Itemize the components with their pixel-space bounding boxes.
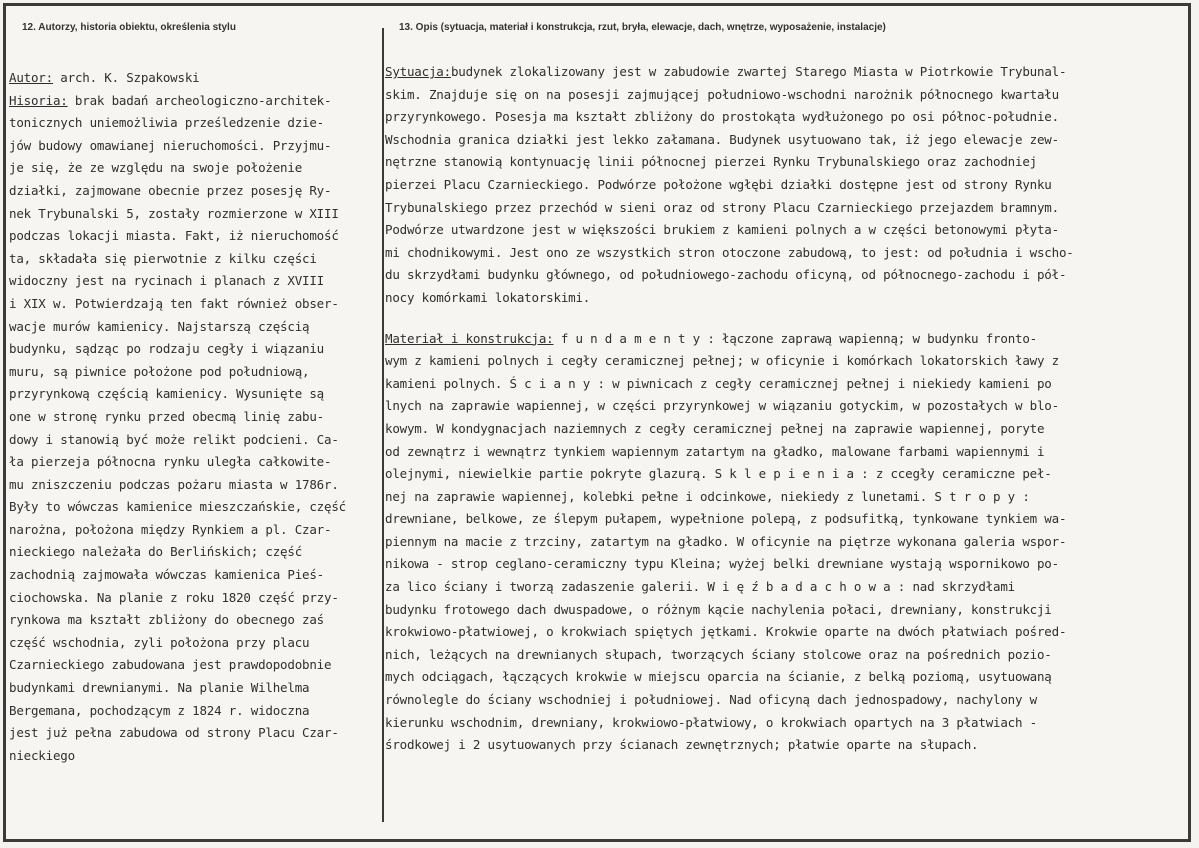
material-text-line: nikowa - strop ceglano-ceramiczny typu Kleina; wyżej belki drewniane wystają wspornikowo po- (385, 556, 1059, 572)
situation-text-line: nocy komórkami lokatorskimi. (385, 289, 591, 305)
history-text-line: Były to wówczas kamienice mieszczańskie, część (9, 499, 346, 515)
material-text-line: budynku frotowego dach dwuspadowe, o różnym kącie nachylenia połaci, drewniany, konstrukcji (385, 601, 1052, 617)
material-text-line: f u n d a m e n t y : łączone zaprawą wapienną; w budynku fronto- (553, 330, 1037, 346)
history-text-line: ta, składała się pierwotnie z kilku części (9, 250, 317, 266)
history-text-line: brak badań archeologiczno-architek- (67, 92, 332, 108)
material-line (385, 328, 1185, 351)
author-value: arch. K. Szpakowski (52, 70, 200, 85)
history-text-line: część wschodnia, zyli położona przy placu (9, 634, 310, 650)
history-text-line: je się, że ze względu na swoje położenie (9, 160, 303, 176)
history-text-line: mu zniszczeniu podczas pożaru miasta w 1786r. (9, 476, 339, 492)
material-text-line: kierunku wschodnim, drewniany, krokwiowo-płatwiowy, o krokwiach opartych na 3 płatwiach - (385, 714, 1037, 730)
history-text-line: ciochowska. Na planie z roku 1820 część przy- (9, 589, 339, 605)
material-text-line: lnych na zaprawie wapiennej, w części przyrynkowej w wiązaniu gotyckim, w pozostałych w blo- (385, 398, 1059, 414)
history-text-line: przyrynkową częścią kamienicy. Wysunięte są (9, 386, 325, 402)
material-text-line: za lico ściany i tworzą zadaszenie galerii. W i ę ź b a d a c h o w a : nad skrzydłami (385, 579, 1016, 595)
material-text-line: wym z kamieni polnych i cegły ceramicznej pełnej; w oficynie i komórkach lokatorskich ławy z (385, 353, 1059, 369)
history-text-line: jest już pełna zabudowa od strony Placu Czar- (9, 725, 339, 741)
history-text-line: budynku, sądząc po rodzaju cegły i wiązaniu (9, 341, 325, 357)
material-text-line: od zewnątrz i wewnątrz tynkiem wapiennym zatartym na gładko, malowane farbami wapiennymi i (385, 443, 1045, 459)
history-text-line: dowy i stanowią być może relikt podcieni. Ca- (9, 431, 339, 447)
history-text-line: działki, zajmowane obecnie przez posesję Ry- (9, 182, 332, 198)
situation-text-line: Podwórze utwardzone jest w większości brukiem z kamieni polnych a w części betonowymi płyta- (385, 222, 1059, 238)
history-text-line: jów budowy omawianej nieruchomości. Przyjmu- (9, 137, 332, 153)
material-text-line: krokwiowo-płatwiowej, o krokwiach spiętych jętkami. Krokwie oparte na dwóch płatwiach pośred- (385, 624, 1067, 640)
left-column-text (9, 67, 381, 767)
material-text-line: nich, leżących na drewnianych słupach, tworzących ściany stolcowe oraz na pośrednich pozio- (385, 646, 1052, 662)
history-text-line: nieckiego (9, 747, 75, 763)
material-label: Materiał i konstrukcja: (385, 330, 554, 346)
situation-line (385, 61, 1185, 84)
history-text-line: nieckiego należała do Berlińskich; część (9, 544, 303, 560)
material-text-line: kowym. W kondygnacjach naziemnych z cegły ceramicznej pełnej na zaprawie wapiennej, poryte (385, 420, 1045, 436)
history-text-line: nek Trybunalski 5, zostały rozmierzone w XIII (9, 205, 339, 221)
situation-text-line: budynek zlokalizowany jest w zabudowie zwartej Starego Miasta w Piotrkowie Trybunal- (450, 64, 1067, 79)
situation-text-line: Wschodnia granica działki jest lekko załamana. Budynek usytuowano tak, iż jego elewacje zew- (385, 131, 1059, 147)
material-text-line: środkowej i 2 usytuowanych przy ścianach zewnętrznych; płatwie oparte na słupach. (385, 737, 979, 753)
history-text-line: rynkowa ma kształt zbliżony do obecnego zaś (9, 612, 325, 628)
history-text-line: Bergemana, pochodzącym z 1824 r. widoczna (9, 702, 310, 718)
author-label: Autor: (9, 70, 53, 85)
paragraph-gap (385, 310, 1185, 328)
history-text-line: widoczny jest na rycinach i planach z XVIII (9, 273, 325, 289)
material-text-line: piennym na macie z trzciny, zatartym na gładko. W oficynie na piętrze wykonana galeria wspor- (385, 533, 1067, 549)
situation-text-line: Trybunalskiego przez przechód w sieni oraz od strony Placu Czarnieckiego przejazdem bramnym. (385, 199, 1059, 215)
history-label: Hisoria: (9, 92, 68, 108)
situation-label: Sytuacja: (385, 64, 451, 79)
situation-text-line: nętrzne stanowią kontynuację linii północnej pierzei Rynku Trybunalskiego oraz zachodniej (385, 154, 1037, 170)
history-text-line: podczas lokacji miasta. Fakt, iż nieruchomość (9, 228, 339, 244)
material-text-line: nej na zaprawie wapiennej, kolebki pełne i odcinkowe, niekiedy z lunetami. S t r o p y : (385, 488, 1030, 504)
history-text-line: ła pierzeja północna rynku uległa całkowite- (9, 454, 332, 470)
history-text-line: one w stronę rynku przed obecmą linię zabu- (9, 408, 325, 424)
column-divider (382, 28, 384, 822)
history-text-line: i XIX w. Potwierdzają ten fakt również obser- (9, 295, 339, 311)
material-text-line: równolegle do ściany wschodniej i południowej. Nad oficyną dach jednospadowy, nachylony w (385, 692, 1037, 708)
history-text-line: zachodnią zajmowała wówczas kamienica Pieś- (9, 567, 325, 583)
history-line (9, 90, 381, 113)
history-text-line: budynkami drewnianymi. Na planie Wilhelma (9, 680, 310, 696)
history-text-line: muru, są piwnice położone pod południową, (9, 363, 310, 379)
history-text-line: wacje murów kamienicy. Najstarszą częścią (9, 318, 310, 334)
history-text-line: narożna, położona między Rynkiem a pl. Czar- (9, 521, 332, 537)
section-12-header: 12. Autorzy, historia obiektu, określenia stylu (22, 22, 236, 33)
material-text-line: mych odciągach, łączących krokwie w miejscu oparcia na ścianie, z belką poziomą, usytuowaną (385, 669, 1052, 685)
material-text-line: drewniane, belkowe, ze ślepym pułapem, wypełnione polepą, z podsufitką, tynkowane tynkiem wa- (385, 511, 1067, 527)
situation-text-line: mi chodnikowymi. Jest ono ze wszystkich stron otoczone zabudową, to jest: od południa i wscho- (385, 244, 1074, 260)
situation-text-line: du skrzydłami budynku głównego, od południowego-zachodu oficyną, od północnego-zachodu i pół- (385, 267, 1067, 283)
situation-text-line: przyrynkowego. Posesja ma kształt zbliżony do prostokąta wydłużonego po osi północ-południe. (385, 109, 1059, 125)
material-text-line: olejnymi, niewielkie partie pokryte glazurą. S k l e p i e n i a : z ccegły ceramiczne peł- (385, 466, 1052, 482)
history-text-line: Czarnieckiego zabudowana jest prawdopodobnie (9, 657, 332, 673)
history-text-line: tonicznych uniemożliwia prześledzenie dzie- (9, 115, 325, 131)
situation-text-line: skim. Znajduje się on na posesji zajmującej południowo-wschodni narożnik północnego kwartału (385, 86, 1059, 102)
situation-text-line: pierzei Placu Czarnieckiego. Podwórze położone wgłębi działki dostępne jest od strony Rynku (385, 176, 1052, 192)
section-13-header: 13. Opis (sytuacja, materiał i konstrukcja, rzut, bryła, elewacje, dach, wnętrze, wyposażenie, instalacje) (399, 22, 886, 33)
author-line (9, 67, 381, 90)
material-text-line: kamieni polnych. Ś c i a n y : w piwnicach z cegły ceramicznej pełnej i niekiedy kamieni po (385, 375, 1052, 391)
right-column-text (385, 61, 1185, 757)
